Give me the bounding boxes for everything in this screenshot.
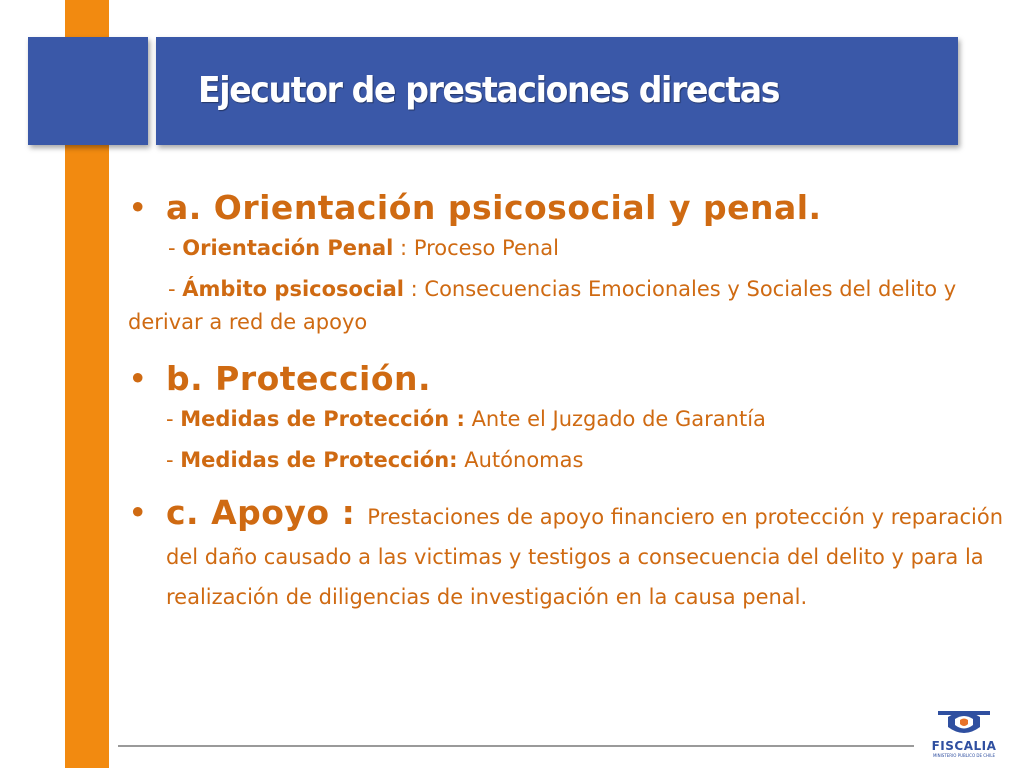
logo-text: FISCALIA — [931, 739, 997, 753]
item-separator: : — [403, 277, 425, 301]
bullet-dot: • — [128, 188, 148, 227]
item-prefix: - — [166, 448, 181, 472]
bullet-b — [128, 357, 1006, 401]
item-bold-label: Medidas de Protección: — [180, 448, 458, 472]
bullet-a — [128, 186, 1006, 230]
item-prefix: - — [168, 277, 183, 301]
slide-title: Ejecutor de prestaciones directas — [198, 70, 780, 111]
bullet-a-heading: a. Orientación psicosocial y penal. — [166, 188, 822, 227]
bullet-b-item-1 — [128, 403, 1006, 436]
bullet-a-item-1 — [128, 232, 1006, 265]
bullet-b-heading: b. Protección. — [166, 359, 432, 398]
item-bold-label: Orientación Penal — [182, 236, 394, 260]
slide-content — [128, 186, 1006, 615]
item-bold-label: Medidas de Protección : — [180, 407, 465, 431]
item-prefix: - — [166, 407, 181, 431]
item-text: Autónomas — [464, 448, 584, 472]
item-bold-label: Ámbito psicosocial — [182, 277, 404, 301]
fiscalia-emblem-icon — [918, 705, 1010, 741]
footer-divider — [118, 745, 914, 747]
item-separator: : — [393, 236, 414, 260]
bullet-c-text: Prestaciones de apoyo financiero en protección y reparación del daño causado a las victimas y testigos a consecuencia del delito y para la realización de diligencias de investigación en la causa penal. — [166, 505, 1004, 609]
item-text: Consecuencias Emocionales y Sociales del delito y derivar a red de apoyo — [128, 277, 957, 334]
bullet-dot: • — [128, 493, 148, 532]
item-prefix: - — [168, 236, 183, 260]
bullet-c — [128, 495, 1006, 615]
bullet-a-item-2 — [128, 273, 1006, 339]
item-text: Proceso Penal — [413, 236, 559, 260]
logo-subtitle: MINISTERIO PUBLICO DE CHILE — [932, 753, 995, 758]
bullet-dot: • — [128, 359, 148, 398]
bullet-b-item-2 — [128, 444, 1006, 477]
fiscalia-logo — [918, 705, 1010, 763]
item-text: Ante el Juzgado de Garantía — [471, 407, 766, 431]
bullet-c-heading: c. Apoyo : — [166, 493, 356, 532]
blue-accent-square — [28, 37, 148, 145]
item-separator — [465, 407, 472, 431]
